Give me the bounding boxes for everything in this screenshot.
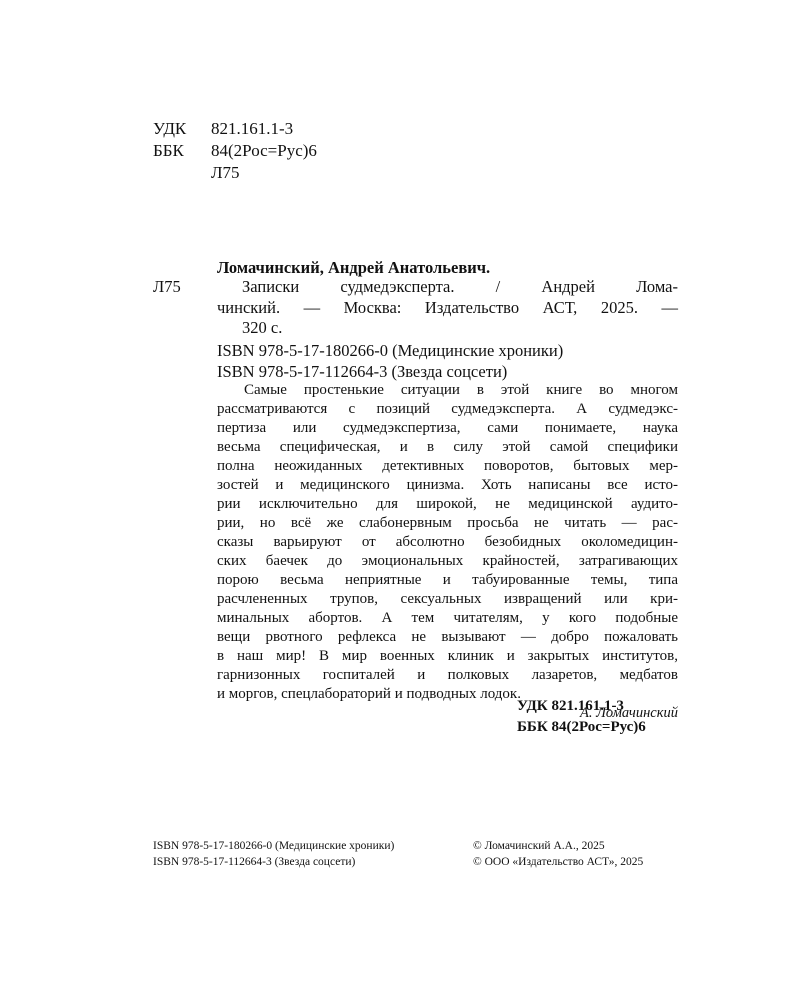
udk-label: УДК	[153, 119, 187, 138]
annotation-line: рассматриваются с позиций судмедэксперта. А судмедэкс-	[217, 401, 678, 417]
author-heading: Ломачинский, Андрей Анатольевич.	[217, 258, 491, 277]
annotation-signature: А. Ломачинский	[579, 705, 678, 721]
isbn-line-2: ISBN 978-5-17-112664-3 (Звезда соцсети)	[217, 362, 508, 381]
udk-repeat: УДК 821.161.1-3	[517, 698, 624, 714]
annotation-line: гарнизонных госпиталей и полковых лазаретов, медбатов	[217, 667, 678, 683]
udk-value: 821.161.1-3	[211, 119, 294, 138]
annotation-line: минальных абортов. А тем читателям, у кого подобные	[217, 610, 678, 626]
footer-isbn-1: ISBN 978-5-17-180266-0 (Медицинские хроники)	[153, 840, 395, 852]
author-mark-row	[153, 162, 317, 184]
author-mark: Л75	[211, 163, 240, 182]
bbk-repeat: ББК 84(2Рос=Рус)6	[517, 719, 646, 735]
classification-repeat	[517, 696, 646, 738]
annotation-line: рии, но всё же слабонервным просьба не читать — рас-	[217, 515, 678, 531]
card-title-line-2: чинский. — Москва: Издательство АСТ, 2025. —	[217, 298, 678, 317]
footer-copyright-2: © ООО «Издательство АСТ», 2025	[473, 856, 644, 868]
udk-row	[153, 118, 317, 140]
annotation-line: весьма специфическая, и в силу этой самой специфики	[217, 439, 678, 455]
annotation-line: Самые простенькие ситуации в этой книге во многом	[244, 382, 678, 398]
footer-copyright-1: © Ломачинский А.А., 2025	[473, 840, 605, 852]
annotation-line: вещи рвотного рефлекса не вызывают — добро пожаловать	[217, 629, 678, 645]
annotation-line: полна неожиданных детективных поворотов, бытовых мер-	[217, 458, 678, 474]
classification-block	[153, 118, 317, 184]
isbn-line-1: ISBN 978-5-17-180266-0 (Медицинские хроники)	[217, 341, 564, 360]
annotation-line: в наш мир! В мир военных клиник и закрытых институтов,	[217, 648, 678, 664]
card-title-line-3: 320 с.	[242, 318, 283, 337]
annotation	[217, 381, 678, 722]
footer-isbn-2: ISBN 978-5-17-112664-3 (Звезда соцсети)	[153, 856, 356, 868]
annotation-line: порою весьма неприятные и табуированные темы, типа	[217, 572, 678, 588]
annotation-line: расчлененных трупов, сексуальных извращений или кри-	[217, 591, 678, 607]
annotation-line: сказы варьируют от абсолютно безобидных околомедицин-	[217, 534, 678, 550]
card-title-line-1: Записки судмедэксперта. / Андрей Лома-	[242, 277, 678, 296]
bbk-value: 84(2Рос=Рус)6	[211, 141, 317, 160]
annotation-line: пертиза или судмедэкспертиза, сами понимаете, наука	[217, 420, 678, 436]
bbk-label: ББК	[153, 141, 184, 160]
annotation-line: и моргов, спецлабораторий и подводных лодок.	[217, 686, 521, 702]
annotation-line: рии исключительно для широкой, не медицинской аудито-	[217, 496, 678, 512]
annotation-line: ских баечек до эмоциональных крайностей, затрагивающих	[217, 553, 678, 569]
annotation-line: зостей и медицинского цинизма. Хоть написаны все исто-	[217, 477, 678, 493]
card-margin-mark: Л75	[153, 277, 181, 296]
bbk-row	[153, 140, 317, 162]
